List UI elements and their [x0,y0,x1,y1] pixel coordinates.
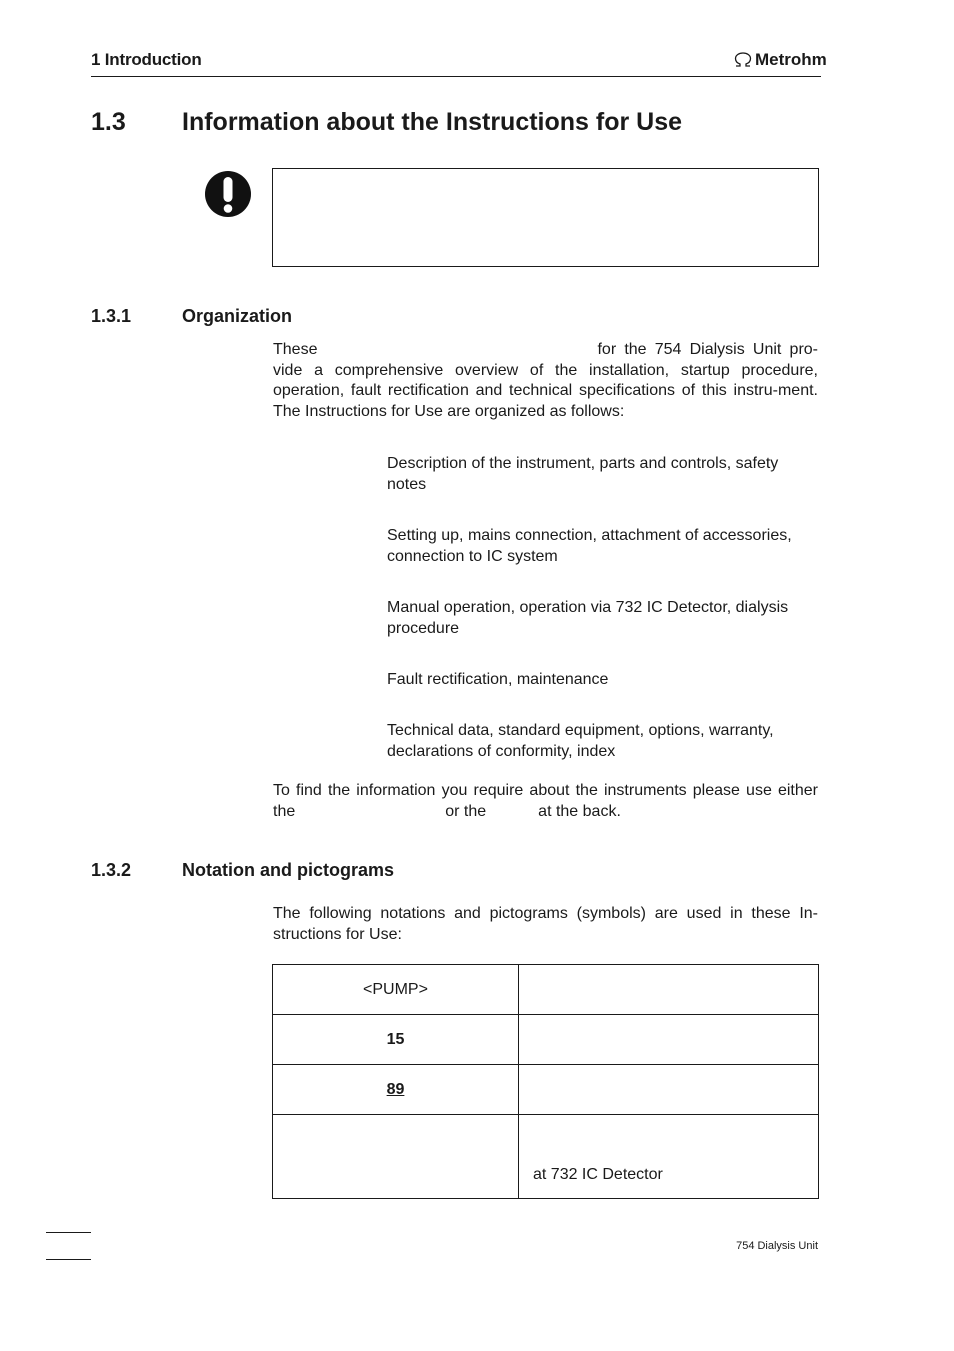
list-item: Fault rectification, maintenance [387,671,609,688]
find-start: To find the information you require about the instruments please use either the [273,782,818,820]
find-end: at the back. [538,802,621,820]
subsection-number-organization: 1.3.1 [91,306,132,326]
notation-intro: The following notations and pictograms (symbols) are used in these In-structions for Use: [273,905,818,943]
find-info-paragraph [273,781,818,822]
notation-table [272,964,819,1199]
notation-description [519,965,819,1015]
notation-description: at 732 IC Detector [519,1115,819,1199]
footer-rule-top [46,1232,91,1233]
table-row [273,1065,819,1115]
list-item: Manual operation, operation via 732 IC Detector, dialysis procedure [387,599,789,637]
brand-name: Metrohm [755,50,827,69]
list-item: Setting up, mains connection, attachment of accessories, connection to IC system [387,527,792,565]
section-number: 1.3 [91,108,126,136]
notation-symbol: <PUMP> [273,965,519,1015]
list-item: Technical data, standard equipment, options, warranty, declarations of conformity, index [387,722,774,760]
notation-symbol: 15 [273,1015,519,1065]
find-mid: or the [445,802,487,820]
section-title: Information about the Instructions for Use [182,108,683,136]
omega-icon [733,52,753,68]
notation-symbol: 89 [273,1065,519,1115]
notation-description [519,1065,819,1115]
list-item: Description of the instrument, parts and controls, safety notes [387,455,779,493]
subsection-title-organization: Organization [182,306,293,326]
subsection-number-notation: 1.3.2 [91,860,132,880]
exclamation-icon [205,170,251,218]
table-row [273,1115,819,1199]
organization-intro [273,340,818,422]
notation-symbol [273,1115,519,1199]
brand-logo [733,50,827,70]
intro-rest: for the 754 Dialysis Unit pro-vide a comprehensive overview of the installation, startup procedure, operation, fault rectification and technical specifications of this instru-ment. The Instructions for Use are organized as follows: [273,341,818,420]
header-rule [91,76,821,77]
note-box [272,168,819,267]
table-row [273,965,819,1015]
running-header-section: 1 Introduction [91,50,202,69]
table-row [273,1015,819,1065]
notation-description [519,1015,819,1065]
footer-rule-bottom [46,1259,91,1260]
intro-start: These [273,341,318,358]
footer-document-name: 754 Dialysis Unit [736,1240,818,1252]
subsection-title-notation: Notation and pictograms [182,860,395,880]
